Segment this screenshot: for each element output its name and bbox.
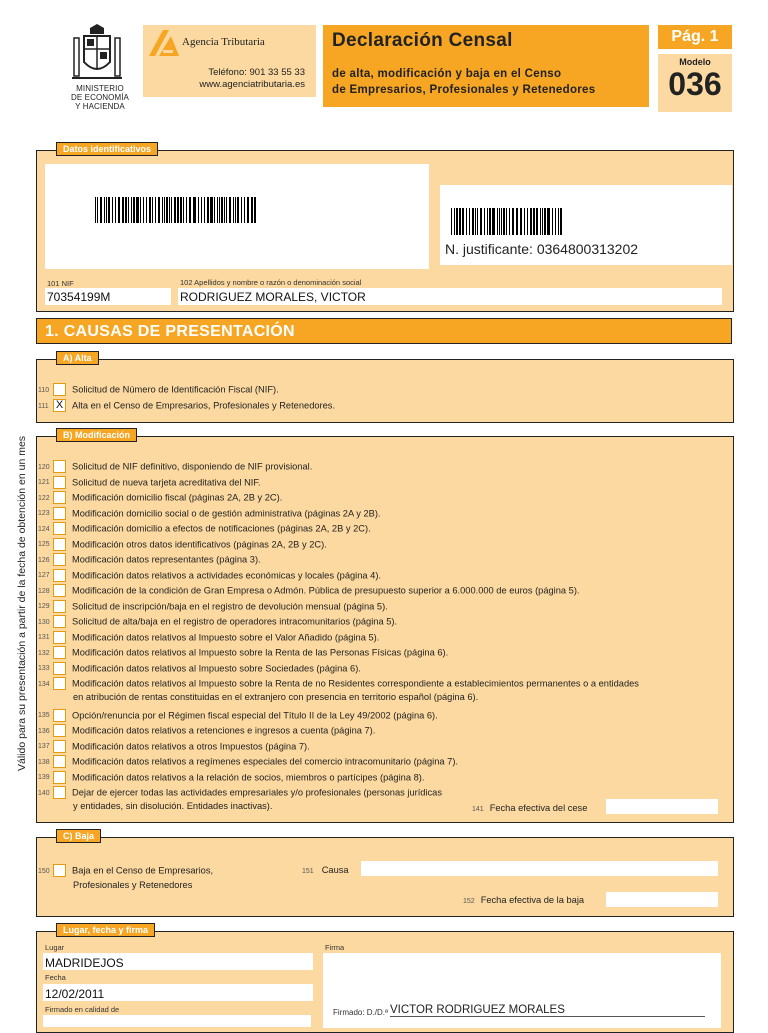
modificacion-tab: B) Modificación [56, 428, 137, 442]
barcode-bar [480, 208, 482, 235]
item-number: 136 [38, 727, 50, 735]
item-text: Modificación datos relativos a retenciones e ingresos a cuenta (página 7). [72, 725, 376, 736]
modificacion-item [38, 569, 381, 582]
item-text: Modificación datos relativos a actividades económicas y locales (página 4). [72, 570, 382, 580]
coat-of-arms-icon [70, 24, 124, 82]
barcode-bar [552, 208, 554, 235]
cese-date-field[interactable] [606, 799, 718, 814]
barcode-bar [143, 197, 144, 223]
justificante: N. justificante: 0364800313202 [445, 241, 639, 257]
item-checkbox[interactable] [53, 646, 66, 659]
causa-text: Causa [321, 865, 349, 875]
item-checkbox[interactable] [53, 569, 66, 582]
barcode-bar [207, 197, 209, 223]
item-checkbox[interactable] [53, 740, 66, 753]
barcode-bar [123, 197, 124, 223]
barcode-bar [183, 197, 184, 223]
barcode-bar [100, 197, 102, 223]
barcode-bar [517, 208, 518, 235]
fecha-label: Fecha [45, 973, 66, 982]
barcode-bar [115, 197, 116, 223]
item-number: 129 [38, 603, 50, 611]
ministerio-line: DE ECONOMÍA [71, 93, 129, 102]
barcode-bar [466, 208, 467, 235]
item-text: Modificación domicilio social o de gestión administrativa (páginas 2A y 2B). [72, 508, 381, 518]
barcode-bar [136, 197, 137, 223]
web: www.agenciatributaria.es [199, 79, 305, 90]
barcode-bar [177, 197, 178, 223]
item-checkbox[interactable] [53, 755, 66, 768]
barcode-bar [252, 197, 253, 223]
barcode-bar [174, 197, 176, 223]
item-text: Solicitud de alta/baja en el registro de operadores intracomunitarios (página 5). [72, 616, 398, 627]
barcode-bar [108, 197, 110, 223]
barcode-bar [106, 197, 107, 223]
barcode-bar [171, 197, 172, 223]
item-number: 120 [38, 463, 50, 471]
item-checkbox[interactable] [53, 600, 66, 613]
item-text: Modificación de la condición de Gran Empresa o Admón. Pública de presupuesto superior a 6.000.000 de euros (página 5). [72, 585, 580, 596]
item-text: Modificación datos relativos al Impuesto sobre la Renta de no Residentes correspondiente a establecimientos permanentes o a entidades [72, 678, 639, 689]
barcode-bar [104, 197, 105, 223]
barcode-bar [164, 197, 165, 223]
barcode-bar [497, 208, 499, 235]
item-text: Modificación datos relativos al Impuesto sobre el Valor Añadido (página 5). [72, 632, 380, 642]
modelo-box [658, 54, 732, 112]
modificacion-item [38, 724, 375, 737]
barcode-bar [221, 197, 223, 223]
modificacion-item [38, 786, 442, 799]
modificacion-item [38, 491, 282, 504]
item-number: 125 [38, 541, 50, 549]
item-text: Modificación datos relativos a la relación de socios, miembros o partícipes (página 8). [72, 772, 425, 782]
barcode-bar [501, 208, 502, 235]
barcode-bar [534, 208, 535, 235]
barcode-bar [536, 208, 538, 235]
item-text: Solicitud de nueva tarjeta acreditativa del NIF. [72, 477, 261, 487]
barcode-bar [524, 208, 525, 235]
barcode-bar [169, 197, 170, 223]
cese-label [472, 803, 587, 813]
item-text: Modificación domicilio a efectos de notificaciones (páginas 2A, 2B y 2C). [72, 523, 371, 534]
item-number: 121 [38, 479, 50, 487]
validity-note: Válido para su presentación a partir de la fecha de obtención en un mes [16, 435, 28, 771]
calidad-label: Firmado en calidad de [45, 1005, 120, 1014]
agencia-logo-icon [149, 30, 179, 56]
firma-label: Firma [325, 943, 345, 952]
barcode-bar [189, 197, 191, 223]
ministerio-label [60, 84, 140, 111]
modificacion-item [38, 460, 312, 473]
barcode-bar [166, 197, 168, 223]
page-number: Pág. 1 [658, 25, 732, 49]
barcode-bar [492, 208, 493, 235]
item-checkbox[interactable] [53, 460, 66, 473]
barcode-bar [475, 208, 476, 235]
barcode-bar [178, 197, 179, 223]
modificacion-item [38, 553, 261, 566]
barcode-bar [152, 197, 153, 223]
barcode-bar [460, 208, 461, 235]
barcode-bar [247, 197, 249, 223]
barcode-bar [201, 197, 202, 223]
telefono: Teléfono: 901 33 55 33 [208, 67, 305, 78]
nif-label: 101 NIF [47, 279, 74, 288]
item-number: 111 [38, 402, 49, 410]
causas-heading: 1. CAUSAS DE PRESENTACIÓN [36, 318, 732, 344]
fecha-field[interactable]: 12/02/2011 [43, 984, 313, 1001]
item-text: Modificación datos relativos al Impuesto sobre la Renta de las Personas Físicas (página 6). [72, 647, 449, 658]
barcode-bar [503, 208, 505, 235]
item-text: Solicitud de Número de Identificación Fiscal (NIF). [72, 384, 279, 395]
nombre-field[interactable]: RODRIGUEZ MORALES, VICTOR [178, 288, 722, 305]
item-checkbox[interactable] [53, 538, 66, 551]
item-number: 135 [38, 712, 50, 720]
barcode-bar [140, 197, 142, 223]
nombre-label: 102 Apellidos y nombre o razón o denominación social [180, 278, 362, 287]
barcode-bar [506, 208, 507, 235]
barcode-bar [235, 197, 236, 223]
barcode-bar [118, 197, 120, 223]
barcode-bar [520, 208, 522, 235]
barcode-bar [251, 197, 252, 223]
item-text: Modificación datos relativos a regímenes especiales del comercio intracomunitario (página 7). [72, 756, 459, 767]
barcode-bar [477, 208, 478, 235]
modificacion-item [38, 584, 580, 597]
barcode-bar [512, 208, 514, 235]
modificacion-item [38, 709, 438, 722]
barcode-bar [547, 208, 548, 235]
barcode-bar [472, 208, 474, 235]
modificacion-item [38, 646, 448, 659]
item-number: 132 [38, 649, 50, 657]
firmado-label: Firmado: D./D.ª [333, 1008, 388, 1017]
baja-checkbox[interactable] [53, 864, 66, 877]
firma-tab: Lugar, fecha y firma [56, 923, 155, 937]
barcode-bar [462, 208, 464, 235]
barcode-bar [137, 197, 138, 223]
subtitle-line: de alta, modificación y baja en el Censo [332, 68, 562, 80]
barcode-bar [133, 197, 135, 223]
item-number: 134 [38, 680, 50, 688]
baja-item [38, 864, 213, 877]
barcode-bar [555, 208, 556, 235]
barcode-bar [186, 197, 187, 223]
barcode-bar [204, 197, 205, 223]
barcode-bar [544, 208, 546, 235]
item-checkbox[interactable] [53, 786, 66, 799]
item-text: Dejar de ejercer todas las actividades empresariales y/o profesionales (personas jurídicas [72, 787, 442, 798]
modelo-label: Modelo [679, 57, 711, 67]
barcode-bar [489, 208, 491, 235]
barcode-bar [493, 208, 494, 235]
barcode-bar [155, 197, 156, 223]
barcode-bar [237, 197, 239, 223]
barcode-bar [509, 208, 510, 235]
cese-text: Fecha efectiva del cese [489, 803, 588, 813]
baja-text-2: Profesionales y Retenedores [73, 880, 193, 890]
item-checkbox[interactable] [53, 507, 66, 520]
item-number: 124 [38, 525, 50, 533]
ministerio-line: Y HACIENDA [75, 102, 125, 111]
causa-label [302, 865, 349, 875]
item-checkbox[interactable] [53, 522, 66, 535]
barcode-bar [229, 197, 231, 223]
item-number: 127 [38, 572, 50, 580]
item-text: Modificación datos relativos al Impuesto sobre Sociedades (página 6). [72, 663, 361, 673]
barcode-bar [97, 197, 98, 223]
alta-item [38, 383, 279, 396]
modificacion-item [38, 507, 381, 520]
item-134-continued: en atribución de rentas constituidas en el extranjero con presencia en territorio español (página 6). [73, 692, 479, 702]
alta-item [38, 399, 335, 412]
barcode-bar [530, 208, 532, 235]
fecha-baja-label [463, 895, 584, 905]
item-text: Opción/renuncia por el Régimen fiscal especial del Título II de la Ley 49/2002 (página 6). [72, 710, 438, 720]
form-title: Declaración Censal [332, 30, 513, 51]
barcode-bar [180, 197, 182, 223]
item-number: 133 [38, 665, 50, 673]
cese-num: 141 [472, 806, 484, 813]
barcode-bar [516, 208, 517, 235]
barcode-bar [456, 208, 458, 235]
item-number: 110 [38, 386, 50, 394]
firmado-name: VICTOR RODRIGUEZ MORALES [390, 1004, 705, 1017]
item-checkbox[interactable] [53, 724, 66, 737]
causa-num: 151 [302, 868, 314, 875]
barcode-bar [527, 208, 528, 235]
item-text: Solicitud de NIF definitivo, disponiendo de NIF provisional. [72, 461, 313, 472]
lugar-label: Lugar [45, 943, 65, 952]
barcode-bar [95, 197, 96, 223]
barcode-bar [112, 197, 113, 223]
barcode-bar [210, 197, 211, 223]
barcode-bar [484, 208, 485, 235]
modificacion-item [38, 476, 261, 489]
baja-text-1: Baja en el Censo de Empresarios, [72, 865, 214, 876]
barcode-bar [558, 208, 559, 235]
datos-tab: Datos identificativos [56, 142, 158, 156]
barcode-bar [194, 197, 195, 223]
agencia-name: Agencia Tributaria [182, 36, 265, 48]
item-checkbox[interactable] [53, 476, 66, 489]
barcode-bar [193, 197, 194, 223]
calidad-field[interactable] [43, 1015, 311, 1027]
modificacion-item [38, 755, 458, 768]
barcode-bar [469, 208, 470, 235]
barcode-bar [149, 197, 151, 223]
barcode-bar [214, 197, 216, 223]
item-number: 137 [38, 743, 50, 751]
item-checkbox[interactable] [53, 383, 66, 396]
item-checkbox[interactable]: X [53, 399, 66, 412]
barcode-bar [533, 208, 534, 235]
barcode-bar [122, 197, 123, 223]
form-subtitle [332, 66, 595, 98]
ministerio-line: MINISTERIO [76, 84, 124, 93]
item-140-continued: y entidades, sin disolución. Entidades inactivas). [73, 801, 273, 811]
barcode-bar [487, 208, 488, 235]
item-text: Modificación datos relativos a otros Impuestos (página 7). [72, 741, 310, 751]
item-checkbox[interactable] [53, 491, 66, 504]
item-number: 138 [38, 758, 50, 766]
modificacion-item [38, 522, 371, 535]
lugar-field[interactable]: MADRIDEJOS [43, 953, 313, 970]
item-number: 122 [38, 494, 50, 502]
barcode-bar [226, 197, 227, 223]
barcode-bar [540, 208, 541, 235]
barcode-bar [454, 208, 455, 235]
modificacion-item [38, 600, 388, 613]
barcode-bar [211, 197, 212, 223]
modificacion-item [38, 771, 424, 784]
item-number: 131 [38, 634, 50, 642]
item-text: Modificación datos representantes (página 3). [72, 554, 261, 565]
barcode-bar [244, 197, 245, 223]
baja-tab: C) Baja [56, 829, 101, 843]
modificacion-item [38, 677, 639, 690]
barcode-bar [125, 197, 127, 223]
alta-tab: A) Alta [56, 351, 99, 365]
modificacion-item [38, 662, 361, 675]
barcode-bar [198, 197, 200, 223]
barcode-icon [451, 208, 564, 235]
barcode-bar [499, 208, 500, 235]
agencia-contact [185, 67, 305, 91]
item-number: 140 [38, 789, 50, 797]
barcode-bar [146, 197, 147, 223]
subtitle-line: de Empresarios, Profesionales y Retenedores [332, 84, 596, 96]
barcode-bar [224, 197, 225, 223]
modificacion-item [38, 740, 310, 753]
barcode-bar [158, 197, 160, 223]
barcode-bar [131, 197, 132, 223]
item-checkbox[interactable] [53, 709, 66, 722]
nif-field[interactable]: 70354199M [45, 288, 171, 305]
causa-field[interactable] [361, 861, 718, 876]
barcode-bar [217, 197, 218, 223]
item-text: Solicitud de inscripción/baja en el registro de devolución mensual (página 5). [72, 601, 388, 611]
modificacion-item [38, 538, 327, 551]
item-text: Modificación otros datos identificativos (páginas 2A, 2B y 2C). [72, 539, 327, 549]
barcode-bar [128, 197, 129, 223]
item-checkbox[interactable] [53, 662, 66, 675]
modificacion-item [38, 615, 397, 628]
barcode-bar [459, 208, 460, 235]
item-text: Modificación domicilio fiscal (páginas 2A, 2B y 2C). [72, 492, 283, 503]
barcode-bar [560, 208, 562, 235]
item-number: 150 [38, 867, 50, 875]
barcode-bar [219, 197, 220, 223]
item-number: 128 [38, 587, 50, 595]
fecha-baja-field[interactable] [606, 892, 718, 907]
fecha-baja-text: Fecha efectiva de la baja [480, 895, 585, 905]
item-checkbox[interactable] [53, 771, 66, 784]
barcode-bar [542, 208, 543, 235]
modificacion-item [38, 631, 379, 644]
barcode-bar [548, 208, 549, 235]
barcode-bar [233, 197, 234, 223]
modelo-number: 036 [668, 66, 722, 102]
barcode-bar [254, 197, 256, 223]
item-checkbox[interactable] [53, 631, 66, 644]
item-checkbox[interactable] [53, 677, 66, 690]
barcode-bar [451, 208, 452, 235]
item-number: 130 [38, 618, 50, 626]
barcode-icon [95, 197, 257, 223]
barcode-bar [162, 197, 163, 223]
item-number: 139 [38, 774, 50, 782]
fecha-baja-num: 152 [463, 898, 475, 905]
item-checkbox[interactable] [53, 553, 66, 566]
item-number: 123 [38, 510, 50, 518]
item-number: 126 [38, 556, 50, 564]
item-checkbox[interactable] [53, 584, 66, 597]
item-checkbox[interactable] [53, 615, 66, 628]
item-text: Alta en el Censo de Empresarios, Profesionales y Retenedores. [72, 400, 336, 411]
barcode-bar [241, 197, 242, 223]
